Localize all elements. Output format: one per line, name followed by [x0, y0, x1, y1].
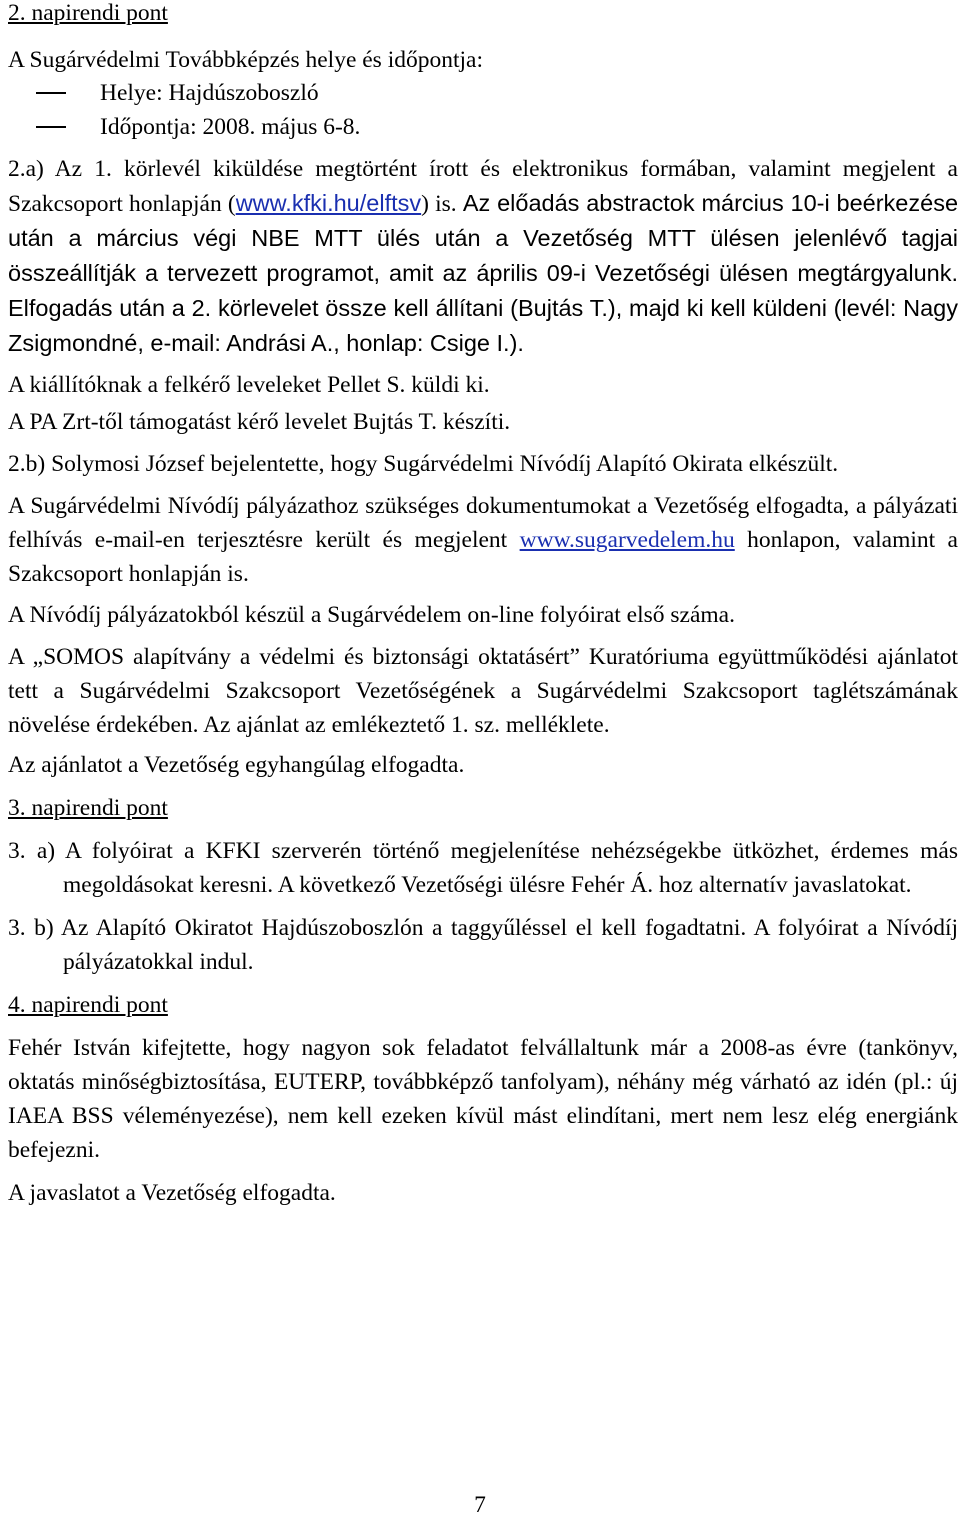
paragraph-pa-support: A PA Zrt-től támogatást kérő levelet Bujtás T. készíti. — [8, 409, 511, 435]
paragraph-journal: A Nívódíj pályázatokból készül a Sugárvédelem on-line folyóirat első száma. — [8, 602, 735, 628]
paragraph-3b: 3. b) Az Alapító Okiratot Hajdúszoboszlón a taggyűléssel el kell fogadtatni. A folyóirat a Nívódíj pályázatokkal indul. — [8, 915, 958, 975]
paragraph-proposal-accepted: A javaslatot a Vezetőség elfogadta. — [8, 1180, 336, 1206]
intro-text: A Sugárvédelmi Továbbképzés helye és időpontja: — [8, 47, 483, 73]
heading-agenda-3: 3. napirendi pont — [8, 795, 168, 821]
kfki-link[interactable]: www.kfki.hu/elftsv — [235, 190, 422, 216]
paragraph-exhibitors: A kiállítóknak a felkérő leveleket Pellet S. küldi ki. — [8, 372, 490, 398]
sugarvedelem-link[interactable]: www.sugarvedelem.hu — [519, 527, 735, 553]
paragraph-3a: 3. a) A folyóirat a KFKI szerverén történő megjelenítése nehézségekbe ütközhet, érdemes más megoldásokat keresni. A következő Vezetőségi ülésre Fehér Á. hoz alternatív javaslatokat. — [8, 838, 958, 898]
paragraph-offer-accepted: Az ajánlatot a Vezetőség egyhangúlag elfogadta. — [8, 752, 465, 778]
paragraph-somos: A „SOMOS alapítvány a védelmi és biztonsági oktatásért” Kuratóriuma együttműködési ajánlatot tett a Sugárvédelmi Szakcsoport Vezetőségének a Sugárvédelmi Szakcsoport taglétszámának növelése érdekében. Az ajánlat az emlékeztető 1. sz. melléklete. — [8, 644, 958, 738]
paragraph-4: Fehér István kifejtette, hogy nagyon sok feladatot felvállaltunk már a 2008-as évre (tankönyv, oktatás minőségbiztosítása, EUTERP, továbbképző tanfolyam), néhány még várható az idén (pl.: új IAEA BSS véleményezése), nem kell ezeken kívül mást elindítani, mert nem lesz elég energiánk befejezni. — [8, 1035, 958, 1163]
paragraph-2a: 2.a) Az 1. körlevél kiküldése megtörtént írott és elektronikus formában, valamint megjelent a Szakcsoport honlapján (www.kfki.hu/elftsv) is. Az előadás abstractok március 10-i beérkezése után a március végi NBE MTT ülés után a Vezetőség MTT ülésen jelenlévő tagjai összeállítják a tervezett programot, amit az április 09-i Vezetőségi ülésen megtárgyalunk. Elfogadás után a 2. körlevelet össze kell állítani (Bujtás T.), majd ki kell küldeni (levél: Nagy Zsigmondné, e-mail: Andrási A., honlap: Csige I.). — [8, 156, 959, 356]
paragraph-2b: 2.b) Solymosi József bejelentette, hogy Sugárvédelmi Nívódíj Alapító Okirata elkészült. — [8, 451, 839, 477]
dash-bullet-icon — [36, 126, 66, 128]
bullet-item-location: Helye: Hajdúszoboszló — [8, 76, 958, 110]
bullet-list — [8, 76, 958, 144]
dash-bullet-icon — [36, 92, 66, 94]
paragraph-nivodij: A Sugárvédelmi Nívódíj pályázathoz szükséges dokumentumokat a Vezetőség elfogadta, a pályázati felhívás e-mail-en terjesztésre került és megjelent www.sugarvedelem.hu honlapon, valamint a Szakcsoport honlapján is. — [8, 493, 958, 587]
bullet-item-date: Időpontja: 2008. május 6-8. — [8, 110, 958, 144]
heading-agenda-4: 4. napirendi pont — [8, 992, 168, 1018]
heading-agenda-2: 2. napirendi pont — [8, 0, 168, 26]
document-page — [8, 0, 958, 1210]
page-number: 7 — [474, 1492, 486, 1518]
